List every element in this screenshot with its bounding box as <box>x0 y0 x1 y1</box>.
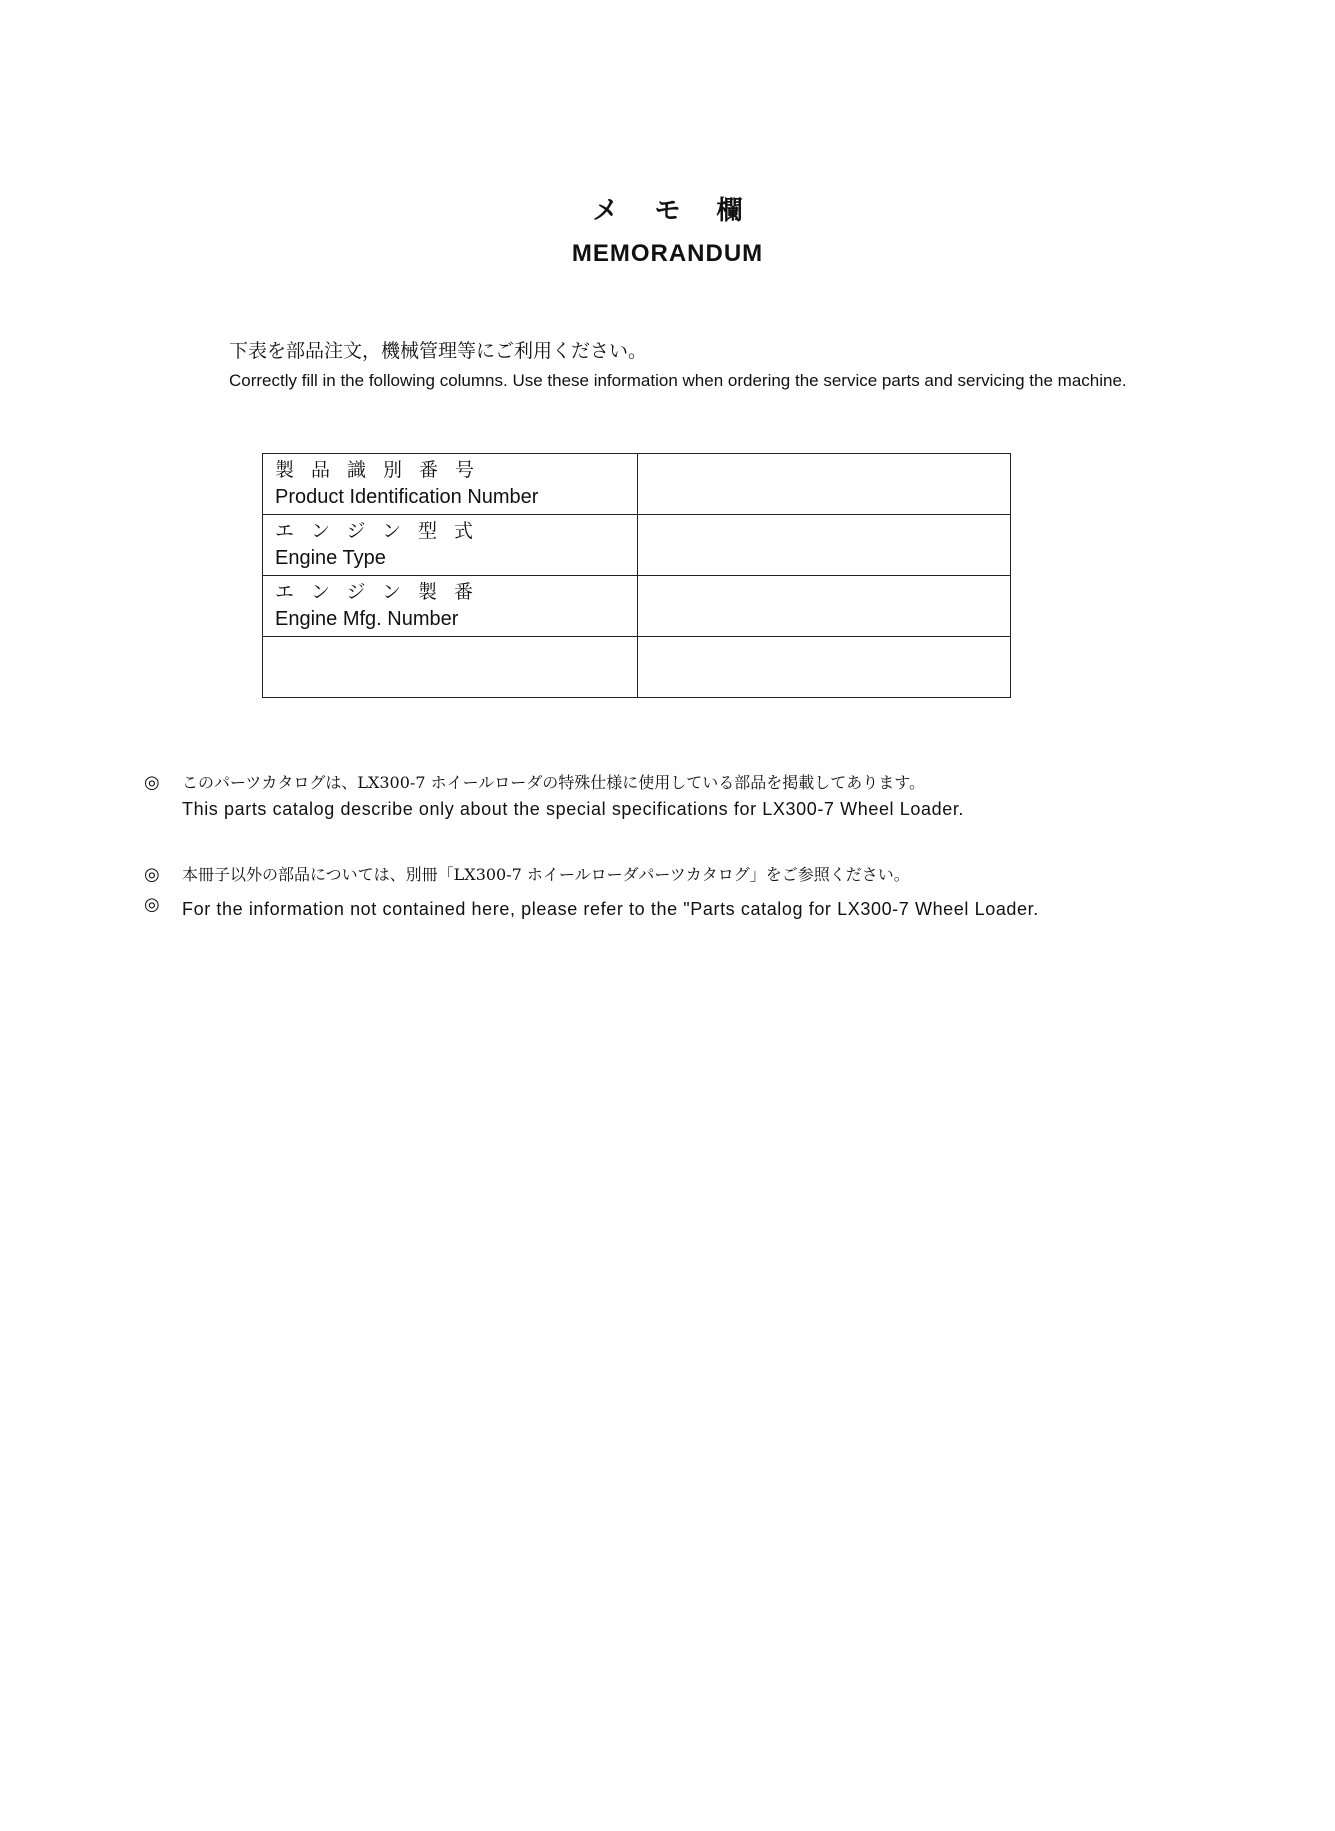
row-label-engine-mfg-number <box>263 576 638 637</box>
label-japanese: 製品識別番号 <box>275 459 492 481</box>
note-text-japanese: このパーツカタログは、LX300-7 ホイールローダの特殊仕様に使用している部品を掲載してあります。 <box>182 773 925 792</box>
label-english: Engine Mfg. Number <box>275 608 459 630</box>
note-text: This parts catalog describe only about the special specifications for LX300-7 Wheel Loader. <box>182 799 965 819</box>
label-japanese: エンジン型式 <box>275 520 491 542</box>
intro-text: Correctly fill in the following columns. Use these information when ordering the service parts and servicing the machine. <box>229 371 1127 390</box>
note-body <box>182 894 1262 924</box>
table-row <box>263 637 1011 698</box>
table-row <box>263 515 1011 576</box>
double-circle-icon: ◎ <box>144 772 160 793</box>
table-row <box>263 454 1011 515</box>
note-body <box>182 772 1262 824</box>
row-label-blank <box>263 637 638 698</box>
intro-text-japanese: 下表を部品注文，機械管理等にご利用ください。 <box>229 340 648 362</box>
label-japanese: エンジン製番 <box>275 581 491 603</box>
page-title-japanese: メモ欄 <box>592 196 779 226</box>
row-label-engine-type <box>263 515 638 576</box>
note-body <box>182 864 1262 886</box>
label-japanese <box>263 637 637 641</box>
double-circle-icon: ◎ <box>144 864 160 885</box>
label-english: Engine Type <box>275 547 386 569</box>
blank-field[interactable] <box>638 637 1011 698</box>
product-id-field[interactable] <box>638 454 1011 515</box>
label-english: Product Identification Number <box>275 486 539 508</box>
table-row <box>263 576 1011 637</box>
double-circle-icon: ◎ <box>144 894 160 915</box>
engine-mfg-number-field[interactable] <box>638 576 1011 637</box>
engine-type-field[interactable] <box>638 515 1011 576</box>
row-label-product-id <box>263 454 638 515</box>
note-text: For the information not contained here, please refer to the "Parts catalog for LX300-7 Wheel Loader. <box>182 899 1039 919</box>
memo-table <box>262 453 1011 698</box>
page-title: MEMORANDUM <box>571 240 764 267</box>
note-text-japanese: 本冊子以外の部品については、別冊「LX300-7 ホイールローダパーツカタログ」をご参照ください。 <box>182 865 910 884</box>
